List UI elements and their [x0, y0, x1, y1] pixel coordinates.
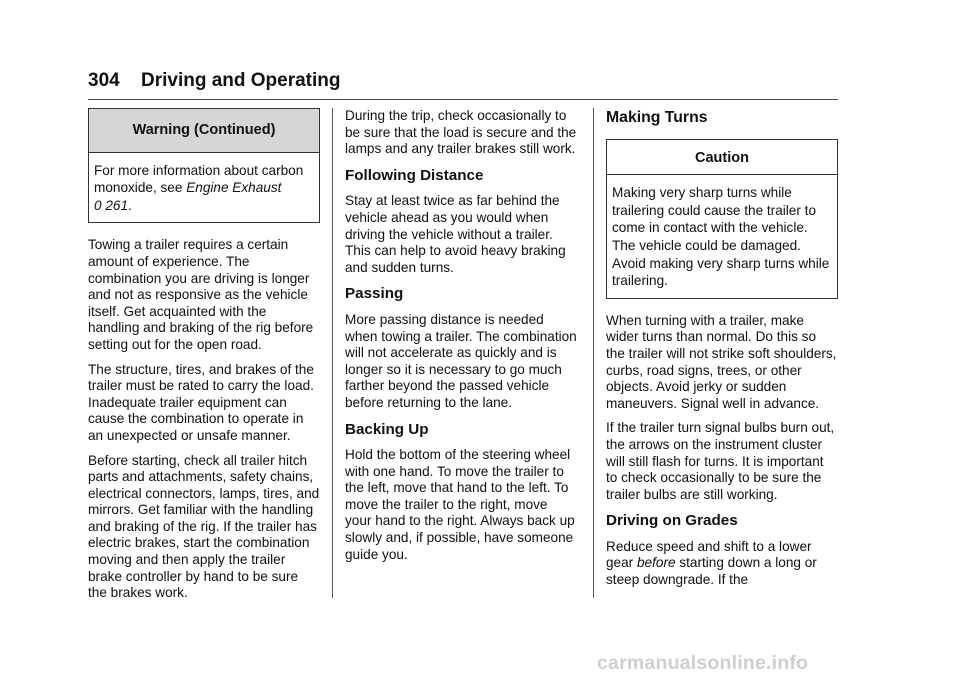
column-3 — [606, 108, 838, 597]
passing-paragraph: More passing distance is needed when towing a trailer. The combination will not accelerate as quickly and is longer so it is necessary to go much farther beyond the passed vehicle before returning to the lane. — [345, 311, 577, 410]
turning-paragraph: When turning with a trailer, make wider turns than normal. Do this so the trailer will not strike soft shoulders, curbs, road signs, trees, or other objects. Avoid jerky or sudden maneuvers. Signal well in advance. — [606, 312, 837, 411]
warning-box — [88, 108, 320, 223]
warning-body — [89, 153, 319, 223]
following-distance-paragraph: Stay at least twice as far behind the vehicle ahead as you would when driving the vehicle without a trailer. This can help to avoid heavy braking and sudden turns. — [345, 193, 566, 275]
driving-on-grades-heading: Driving on Grades — [606, 512, 738, 530]
turn-signal-paragraph: If the trailer turn signal bulbs burn out, the arrows on the instrument cluster will still flash for turns. It is important to check occasionally to be sure the trailer bulbs are still working. — [606, 420, 835, 502]
passing-heading: Passing — [345, 285, 404, 303]
header-divider — [88, 99, 838, 100]
column-divider-2 — [593, 108, 594, 598]
page-header — [88, 70, 341, 92]
section-title: Driving and Operating — [140, 70, 341, 91]
grades-text-pre: Reduce speed and shift to a lower gear — [606, 538, 812, 571]
caution-title: Caution — [607, 140, 837, 176]
column-divider-1 — [332, 108, 333, 598]
towing-experience-paragraph: Towing a trailer requires a certain amount of experience. The combination you are driving is longer and not as responsive as the vehicle itself. Get acquainted with the handling and braking of the rig before setting out for the open road. — [88, 237, 314, 352]
warning-title: Warning (Continued) — [89, 109, 319, 153]
backing-up-heading: Backing Up — [345, 420, 429, 438]
column-1 — [88, 108, 320, 610]
grades-text-post: starting down a long or steep downgrade. If the — [606, 555, 817, 588]
during-trip-paragraph: During the trip, check occasionally to be sure that the load is secure and the lamps and any trailer brakes still work. — [345, 108, 577, 157]
warning-text: For more information about carbon monoxide, see — [94, 162, 304, 196]
engine-exhaust-link[interactable]: Engine Exhaust — [186, 180, 282, 196]
trailer-rating-paragraph: The structure, tires, and brakes of the trailer must be rated to carry the load. Inadequate trailer equipment can cause the combination to operate in an unexpected or unsafe manner. — [88, 361, 314, 443]
warning-end: . — [128, 197, 132, 213]
watermark: carmanualsonline.info — [597, 652, 809, 674]
caution-box — [606, 139, 838, 299]
column-2 — [345, 108, 577, 571]
following-distance-heading: Following Distance — [345, 166, 484, 184]
backing-up-paragraph: Hold the bottom of the steering wheel with one hand. To move the trailer to the left, move that hand to the left. To move the trailer to the right, move your hand to the right. Always back up slowly and, if possible, have someone guide you. — [345, 447, 575, 562]
caution-body: Making very sharp turns while trailering could cause the trailer to come in contact with the vehicle. The vehicle could be damaged. Avoid making very sharp turns while trailering. — [612, 185, 830, 289]
before-starting-paragraph: Before starting, check all trailer hitch parts and attachments, safety chains, electrical connectors, lamps, tires, and mirrors. Get familiar with the handling and braking of the rig. If the trailer has electric brakes, start the combination moving and then apply the trailer brake controller by hand to be sure the brakes work. — [88, 452, 320, 601]
page-number: 304 — [88, 70, 120, 91]
grades-text-emphasis: before — [636, 555, 676, 571]
engine-exhaust-page-ref[interactable]: 0 261 — [94, 197, 129, 213]
grades-paragraph — [606, 539, 838, 589]
making-turns-heading: Making Turns — [606, 109, 708, 126]
